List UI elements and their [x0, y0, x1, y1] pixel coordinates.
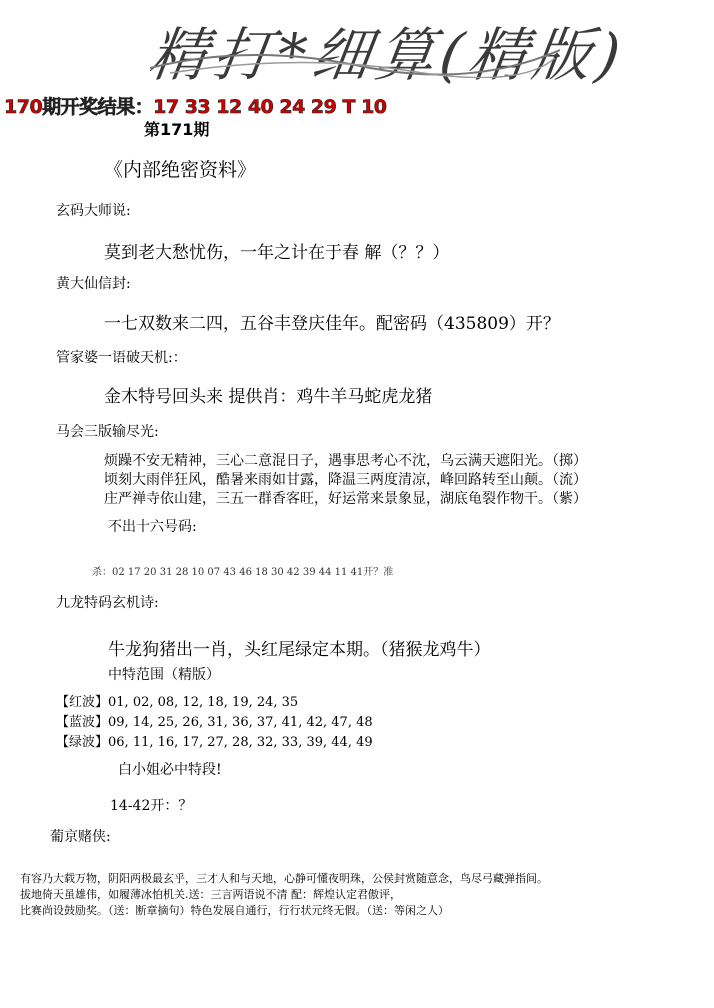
sha-line: 杀：02 17 20 31 28 10 07 43 46 18 30 42 39 44 11 41开？准 [92, 567, 394, 578]
mahui-line: 顷刻大雨伴狂风，酷暑来雨如甘露，降温三两度清凉，峰回路转至山颠。（流） [104, 472, 587, 488]
green-wave-numbers: 06, 11, 16, 17, 27, 28, 32, 33, 39, 44, 49 [108, 735, 373, 750]
mahui-label: 马会三版输尽光: [56, 424, 159, 440]
xuanma-text: 莫到老大愁忧伤，一年之计在于春 解（？？） [104, 243, 450, 263]
footer-line: 有容乃大载万物，阴阳两极最玄乎，三才人和与天地，心静可懂夜明珠，公侯封赏随意念，鸟尽弓藏弹指间。 [20, 872, 548, 885]
mahui-line: 烦躁不安无精神，三心二意混日子，遇事思考心不沈，乌云满天遮阳光。（掷） [104, 453, 587, 469]
banner-scratch-lines [150, 38, 560, 78]
guanjia-label: 管家婆一语破天机:： [56, 350, 187, 366]
mahui-line: 庄严禅寺依山建，三五一群香客旺，好运常来景象显，湖底龟裂作物干。（紫） [104, 491, 587, 507]
document-title: 《内部绝密资料》 [104, 159, 257, 181]
jiulong-label: 九龙特码玄机诗: [56, 595, 159, 611]
pujing-label: 葡京赌侠: [50, 829, 111, 845]
banner-title: 精打*细算(精版) [144, 21, 631, 89]
red-wave-numbers: 01, 02, 08, 12, 18, 19, 24, 35 [108, 695, 299, 710]
bai-label: 白小姐必中特段! [118, 762, 222, 778]
blue-wave-row [56, 711, 373, 730]
range-label: 中特范围（精版） [108, 667, 220, 683]
green-wave-label: 【绿波】 [56, 735, 109, 750]
red-wave-row [56, 691, 298, 710]
green-wave-row [56, 731, 373, 750]
blue-wave-numbers: 09, 14, 25, 26, 31, 36, 37, 41, 42, 47, 48 [108, 715, 373, 730]
xuanma-label: 玄码大师说: [56, 203, 131, 219]
red-wave-label: 【红波】 [56, 695, 109, 710]
footer-line: 比赛尚设鼓励奖。（送：断章摘句）特色发展自通行，行行状元终无假。（送：等闲之人） [20, 904, 449, 917]
buchu-label: 不出十六号码: [108, 519, 197, 535]
footer-line: 拔地倚天虽雄伟，如履薄冰怕机关.送：三言两语说不清 配：辉煌认定君傲评， [20, 888, 401, 901]
jiulong-text: 牛龙狗猪出一肖，头红尾绿定本期。（猪猴龙鸡牛） [108, 640, 491, 660]
guanjia-text: 金木特号回头来 提供肖：鸡牛羊马蛇虎龙猪 [104, 387, 433, 407]
draw-result-line: 170期开奖结果：17 33 12 40 24 29 T 10 [4, 96, 387, 118]
huang-label: 黄大仙信封: [56, 276, 131, 292]
issue-number: 第171期 [144, 120, 210, 139]
huang-text: 一七双数来二四，五谷丰登庆佳年。配密码（435809）开？ [104, 314, 560, 334]
bai-text: 14-42开：？ [110, 798, 193, 814]
blue-wave-label: 【蓝波】 [56, 715, 109, 730]
